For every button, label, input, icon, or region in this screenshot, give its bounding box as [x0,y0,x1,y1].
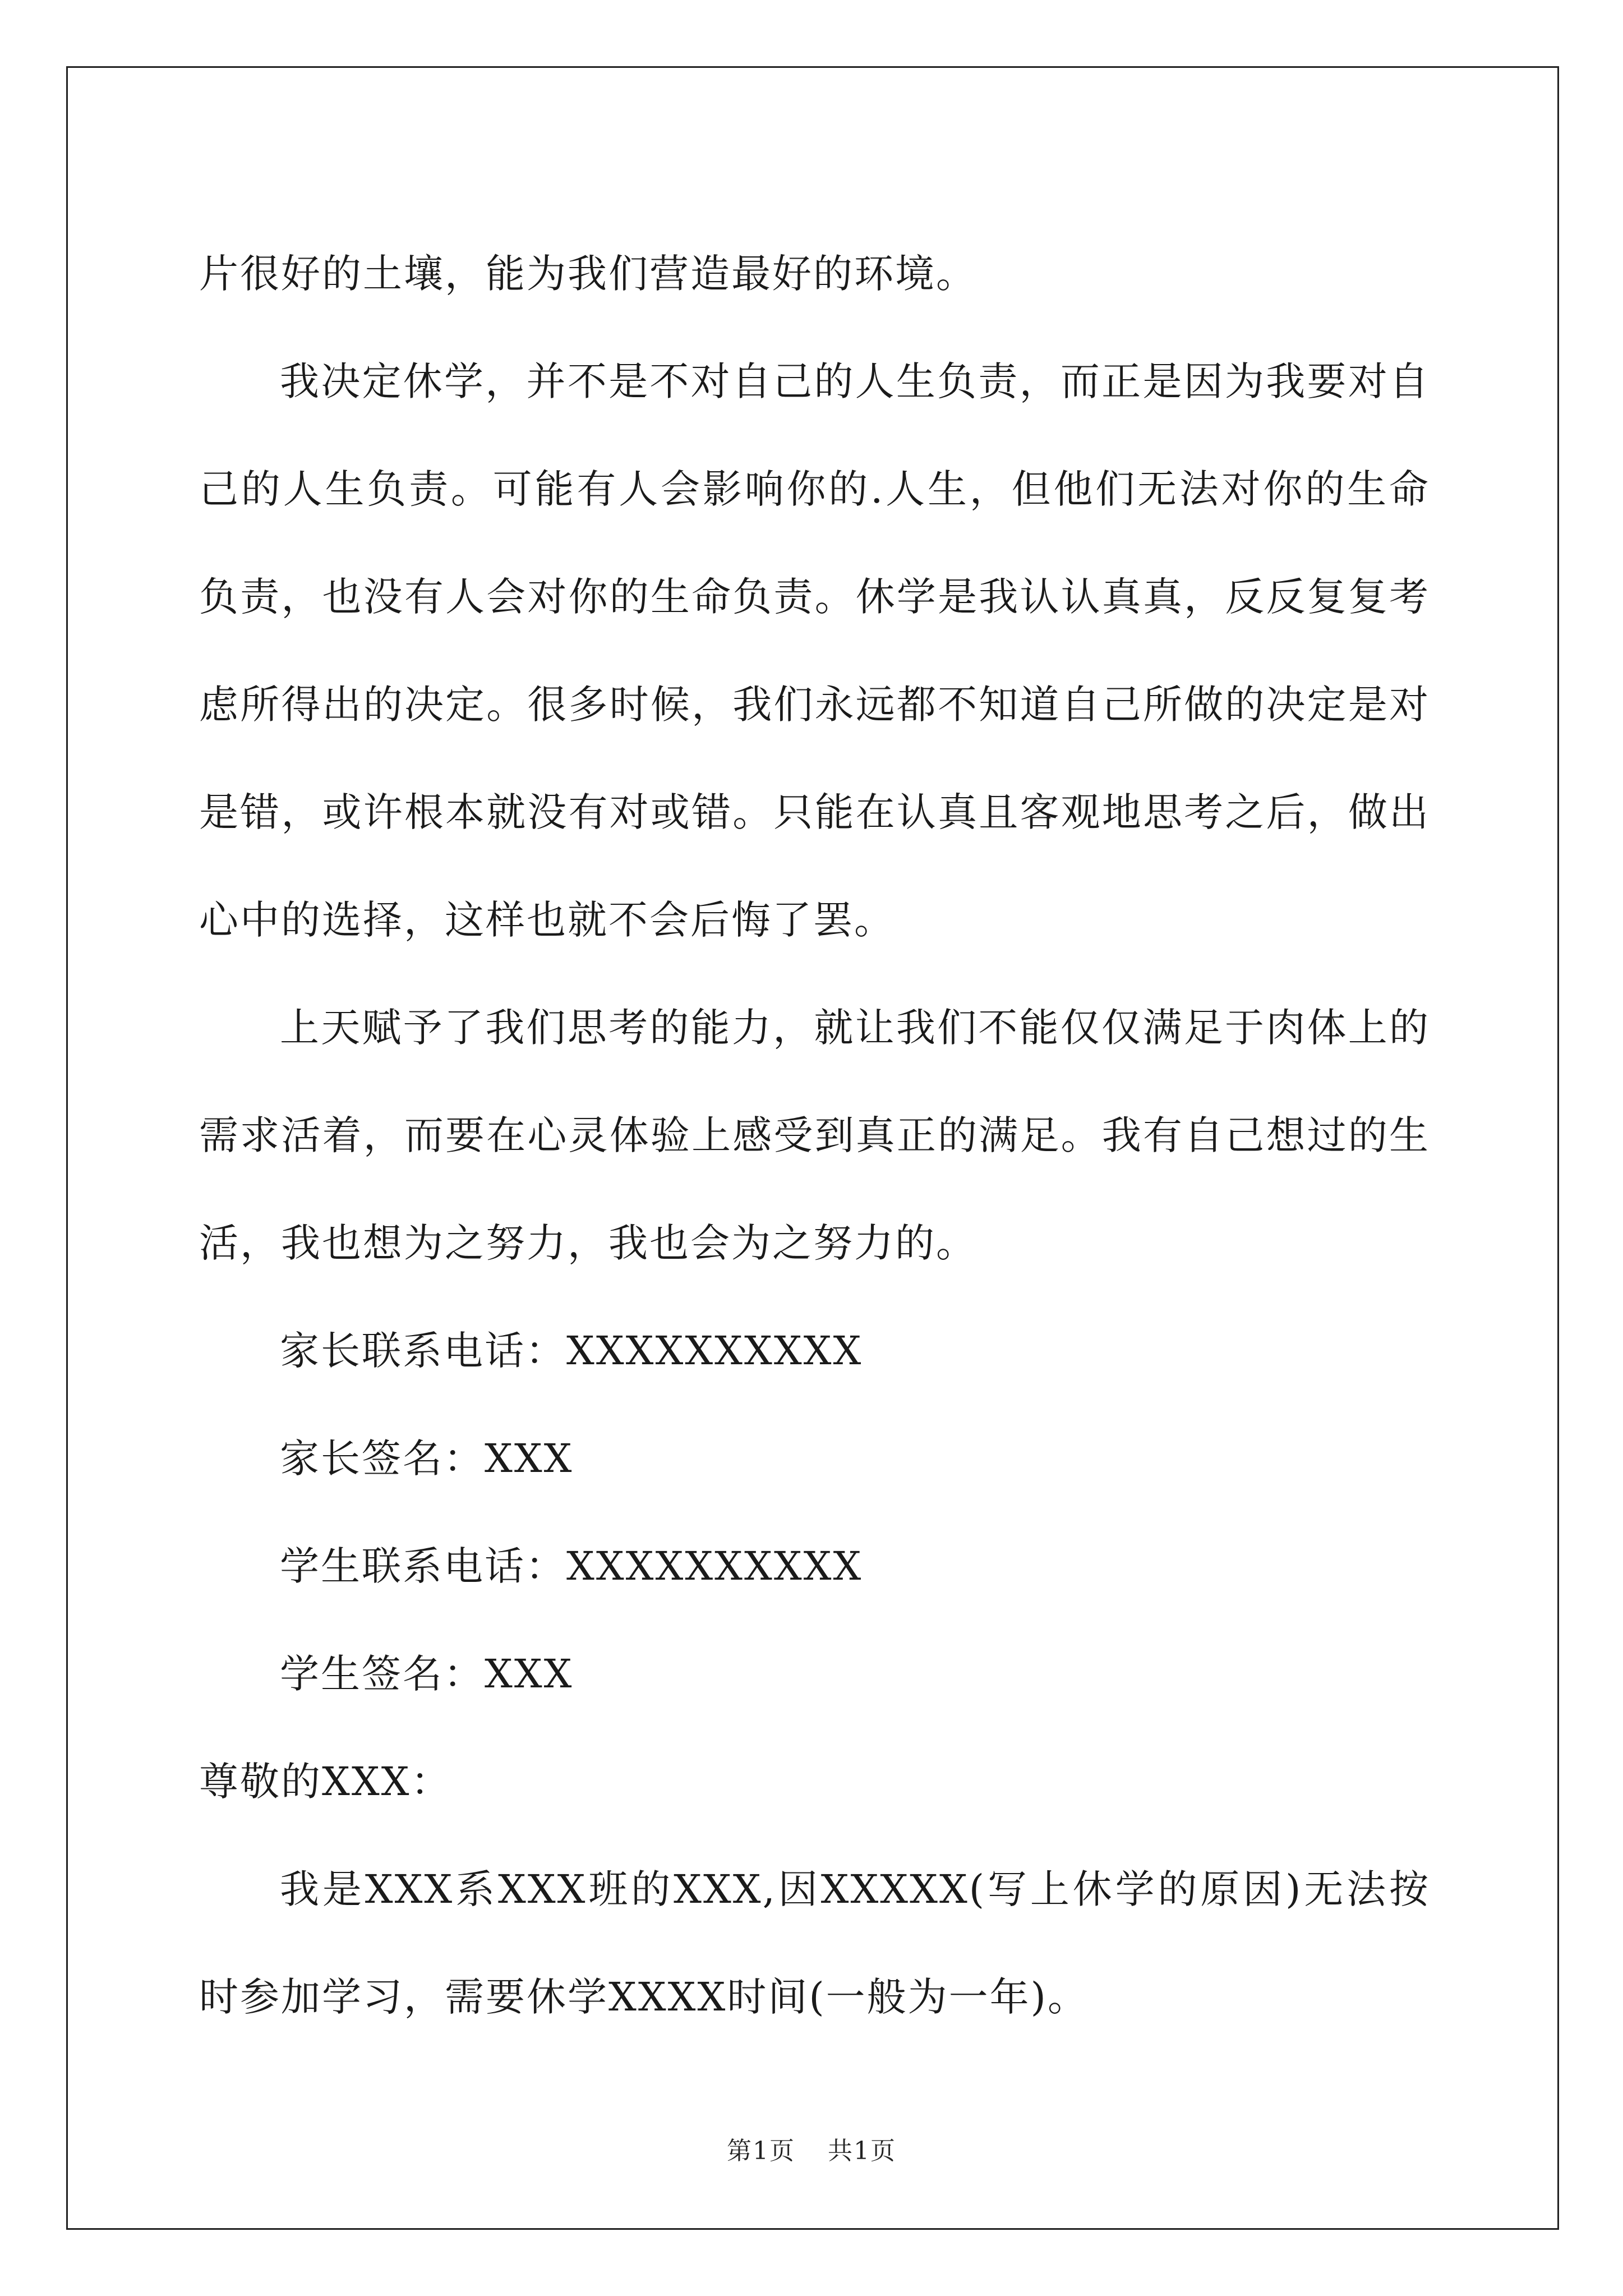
salutation: 尊敬的XXX： [199,1759,452,1805]
page-footer [0,2134,1623,2168]
parent-signature-line: 家长签名：XXX [280,1435,574,1481]
paragraph: 上天赋予了我们思考的能力，就让我们不能仅仅满足于肉体上的需求活着，而要在心灵体验上感受到真正的满足。我有自己想过的生活，我也想为之努力，我也会为之努力的。 [199,1005,1430,1266]
parent-phone-line: 家长联系电话：XXXXXXXXXX [280,1328,863,1374]
paragraph: 我决定休学，并不是不对自己的人生负责，而正是因为我要对自己的人生负责。可能有人会影响你的.人生，但他们无法对你的生命负责，也没有人会对你的生命负责。休学是我认认真真，反反复复考虑所得出的决定。很多时候，我们永远都不知道自己所做的决定是对是错，或许根本就没有对或错。只能在认真且客观地思考之后，做出心中的选择，这样也就不会后悔了罢。 [199,358,1430,943]
page-total: 共1页 [828,2137,896,2165]
document-body [199,220,1430,2051]
student-phone-line: 学生联系电话：XXXXXXXXXX [280,1543,863,1589]
paragraph: 片很好的土壤，能为我们营造最好的环境。 [199,251,977,297]
page-number: 第1页 [727,2137,795,2165]
student-signature-line: 学生签名：XXX [280,1651,574,1697]
paragraph: 我是XXX系XXX班的XXX,因XXXXX(写上休学的原因)无法按时参加学习，需要休学XXXX时间(一般为一年)。 [199,1866,1430,2020]
